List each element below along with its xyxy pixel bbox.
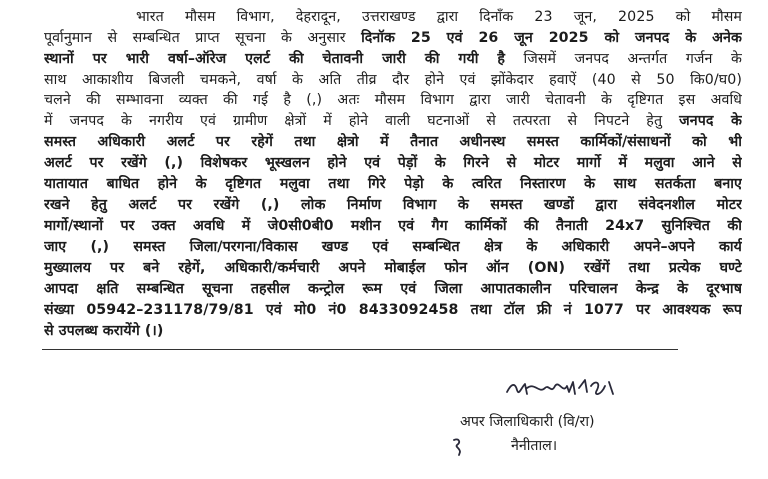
- body-line: [44, 175, 742, 193]
- bold-text-segment: दिनॉक 25 एवं 26 जून 2025 को जनपद के अनेक: [361, 30, 742, 46]
- bold-text-segment: मुख्यालय पर बने रहेगें, अधिकारी/कर्मचारी अपने मोबाईल फोन ऑन (ON) रखेंगें तथा प्रत्येक घण्टे: [44, 260, 742, 276]
- separator-line: [42, 349, 678, 350]
- body-line: [44, 29, 742, 47]
- bold-text-segment: जनपद के: [679, 113, 742, 129]
- text-segment: भारत मौसम विभाग, देहरादून, उत्तराखण्ड द्वारा दिनाँक 23 जून, 2025 को मौसम: [136, 9, 742, 25]
- bold-text-segment: मार्गो/स्थानों पर उक्त अवधि में जे0सी0बी0 मशीन एवं गैग कार्मिकों की तैनाती 24x7 सुनिश्चित की: [44, 218, 742, 234]
- bold-text-segment: रखने हेतु अलर्ट पर रखेंगे (,) लोक निर्माण विभाग के समस्त खण्डों द्वारा संवेदनशील मोटर: [44, 197, 742, 213]
- text-segment: जिसमें जनपद अन्तर्गत गर्जन के: [505, 51, 742, 67]
- handwritten-signature: [505, 370, 625, 404]
- text-segment: पूर्वानुमान से सम्बन्धित प्राप्त सूचना के अनुसार: [44, 30, 362, 46]
- body-line: [44, 259, 742, 277]
- signatory-designation: अपर जिलाधिकारी (वि/रा): [460, 414, 595, 430]
- body-line: [44, 280, 742, 298]
- signatory-location: नैनीताल।: [511, 438, 558, 454]
- text-segment: चलने की सम्भावना व्यक्त की गई है (,) अतः मौसम विभाग द्वारा जारी चेतावनी के दृष्टिगत इस अवधि: [44, 92, 742, 108]
- bold-text-segment: से उपलब्ध करायेंगे (।): [44, 323, 164, 339]
- body-line: [44, 322, 742, 340]
- body-line: [44, 238, 742, 256]
- body-line: [44, 112, 742, 130]
- bold-text-segment: अलर्ट पर रखेंगे (,) विशेषकर भूस्खलन होने एवं पेड़ों के गिरने से मोटर मार्गो में मलुवा आने से: [44, 155, 742, 171]
- bold-text-segment: यातायात बाधित होने के दृष्टिगत मलुवा तथा गिरे पेड़ो के त्वरित निस्तारण के साथ सतर्कता बनाए: [44, 176, 742, 192]
- bold-text-segment: आपदा क्षति सम्बन्धित सूचना तहसील कन्ट्रोल रूम एवं जिला आपातकालीन परिचालन केन्द्र के दूरभाष: [44, 281, 742, 297]
- body-line: [44, 50, 742, 68]
- body-line: [44, 133, 742, 151]
- text-segment: साथ आकाशीय बिजली चमकने, वर्षा के अति तीव्र दौर होने एवं झोंकेदार हवाऐं (40 से 50 कि0/घ0): [44, 72, 742, 88]
- body-line: [44, 71, 742, 89]
- body-line: [136, 8, 742, 26]
- body-line: [44, 154, 742, 172]
- body-line: [44, 196, 742, 214]
- bold-text-segment: जाए (,) समस्त जिला/परगना/विकास खण्ड एवं सम्बन्धित क्षेत्र के अधिकारी अपने–अपने कार्य: [44, 239, 742, 255]
- text-segment: में जनपद के नगरीय एवं ग्रामीण क्षेत्रों में होने वाली घटनाओं से तत्परता से निपटने हेतु: [44, 113, 680, 129]
- bold-text-segment: स्थानों पर भारी वर्षा–ऑरेज एलर्ट की चेतावनी जारी की गयी है: [44, 51, 506, 67]
- bold-text-segment: समस्त अधिकारी अलर्ट पर रहेगें तथा क्षेत्रो में तैनात अधीनस्थ समस्त कार्मिकों/संसाधनों को भी: [44, 134, 742, 150]
- body-line: [44, 91, 742, 109]
- body-line: [44, 301, 742, 319]
- bold-text-segment: संख्या 05942–231178/79/81 एवं मो0 नं0 8433092458 तथा टॉल फ्री नं 1077 पर आवश्यक रूप: [44, 302, 742, 318]
- body-line: [44, 217, 742, 235]
- handwritten-tick-mark: [451, 436, 465, 456]
